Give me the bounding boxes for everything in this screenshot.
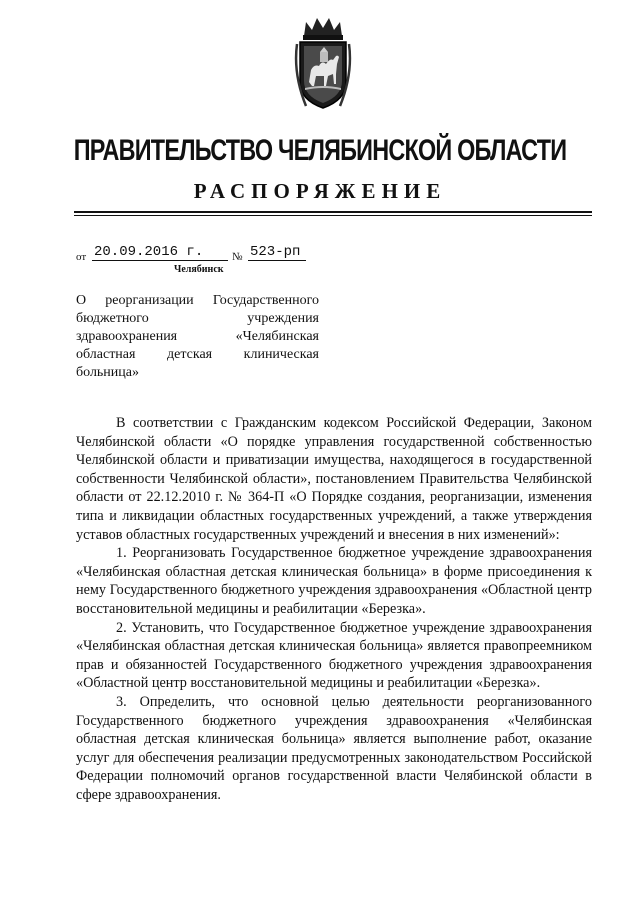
order-item-2: 2. Установить, что Государственное бюджетное учреждение здравоохранения «Челябинская областная детская клиническая больница» является правопреемником прав и обязанностей Государственного бюджетного учреждения здравоохранения «Областной центр восстановительной медицины и реабилитации «Березка». [76, 619, 592, 692]
order-item-3: 3. Определить, что основной целью деятельности реорганизованного Государственного бюджетного учреждения здравоохранения «Челябинская областная детская клиническая больница» является выполнение работ, оказание услуг для обеспечения реализации предусмотренных законодательством Российской Федерации полномочий органов государственной власти Челябинской области в сфере здравоохранения. [76, 693, 592, 803]
document-date: 20.09.2016 г. [92, 244, 228, 261]
number-label: № [232, 251, 243, 263]
order-item-1: 1. Реорганизовать Государственное бюджетное учреждение здравоохранения «Челябинская областная детская клиническая больница» в форме присоединения к нему Государственного бюджетного учреждения здравоохранения «Областной центр восстановительной медицины и реабилитации «Березка». [76, 545, 592, 617]
document-city: Челябинск [174, 264, 224, 275]
organization-title: ПРАВИТЕЛЬСТВО ЧЕЛЯБИНСКОЙ ОБЛАСТИ [73, 134, 567, 167]
document-number: 523-рп [248, 244, 306, 261]
document-body [76, 414, 592, 804]
preamble-paragraph: В соответствии с Гражданским кодексом Российской Федерации, Законом Челябинской области «О порядке управления государственной собственностью Челябинской области и приватизации имущества, находящегося в государственной собственности Челябинской области», постановлением Правительства Челябинской области от 22.12.2010 г. № 364-П «О Порядке создания, реорганизации, изменения типа и ликвидации областных государственных учреждений, а также утверждения уставов областных государственных учреждений и внесения в них изменений»: [76, 415, 592, 543]
document-subject: О реорганизации Государственного бюджетного учреждения здравоохранения «Челябинская областная детская клиническая больница» [76, 293, 319, 380]
header-divider [74, 211, 592, 213]
coat-of-arms-icon [292, 14, 354, 114]
date-label: от [76, 251, 87, 263]
header-divider-thin [74, 215, 592, 216]
document-type-heading: РАСПОРЯЖЕНИЕ [193, 179, 447, 203]
